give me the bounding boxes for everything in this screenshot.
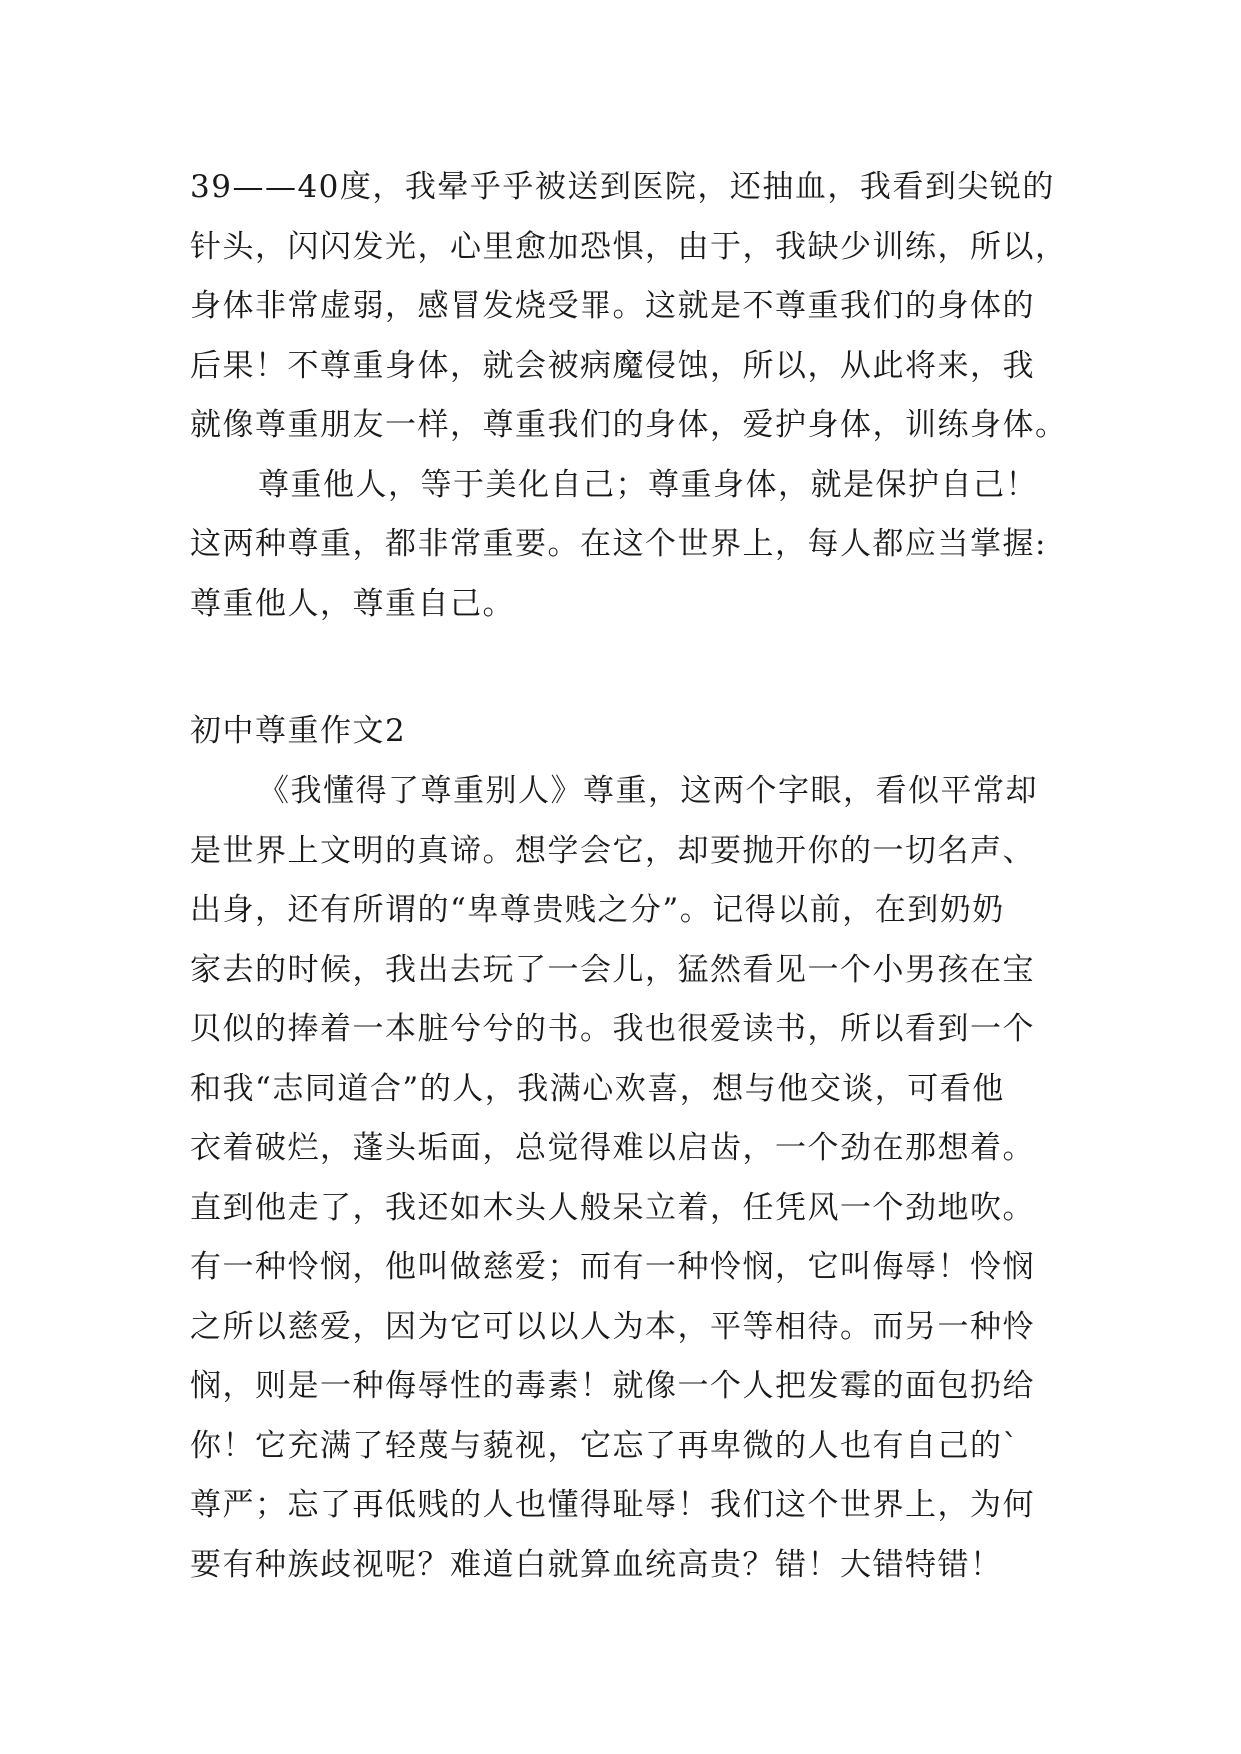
paragraph-line: 有一种怜悯，他叫做慈爱；而有一种怜悯，它叫侮辱！怜悯 (190, 1249, 1035, 1285)
paragraph-line: 直到他走了，我还如木头人般呆立着，任凭风一个劲地吹。 (190, 1189, 1035, 1226)
paragraph-line: 身体非常虚弱，感冒发烧受罪。这就是不尊重我们的身体的 (190, 288, 1035, 324)
paragraph-line: 尊重他人，等于美化自己；尊重身体，就是保护自己！ (258, 466, 1038, 503)
paragraph-line: 和我“志同道合”的人，我满心欢喜，想与他交谈，可看他 (190, 1070, 1005, 1107)
paragraph-line: 要有种族歧视呢？难道白就算血统高贵？错！大错特错！ (190, 1546, 1003, 1583)
paragraph-line: 悯，则是一种侮辱性的毒素！就像一个人把发霉的面包扔给 (190, 1368, 1035, 1404)
paragraph-line: 贝似的捧着一本脏兮兮的书。我也很爱读书，所以看到一个 (190, 1011, 1035, 1047)
paragraph-line: 尊严；忘了再低贱的人也懂得耻辱！我们这个世界上，为何 (190, 1487, 1035, 1523)
section-gap (190, 634, 1070, 700)
essay-one-conclusion (190, 456, 1070, 635)
paragraph-line: 就像尊重朋友一样，尊重我们的身体，爱护身体，训练身体。 (190, 407, 1068, 443)
paragraph-line: 后果！不尊重身体，就会被病魔侵蚀，所以，从此将来，我 (190, 347, 1035, 384)
paragraph-line: 出身，还有所谓的“卑尊贵贱之分”。记得以前，在到奶奶 (190, 892, 1005, 928)
paragraph-line: 是世界上文明的真谛。想学会它，却要抛开你的一切名声、 (190, 832, 1035, 869)
paragraph-line: 针头，闪闪发光，心里愈加恐惧，由于，我缺少训练，所以， (190, 228, 1068, 265)
paragraph-line: 衣着破烂，蓬头垢面，总觉得难以启齿，一个劲在那想着。 (190, 1130, 1035, 1166)
paragraph-line: 你！它充满了轻蔑与藐视，它忘了再卑微的人也有自己的` (190, 1427, 1020, 1464)
paragraph-line: 39——40度，我晕乎乎被送到医院，还抽血，我看到尖锐的 (190, 169, 1055, 205)
paragraph-line: 尊重他人，尊重自己。 (190, 585, 515, 622)
essay-two-title: 初中尊重作文2 (190, 713, 407, 749)
paragraph-line: 之所以慈爱，因为它可以以人为本，平等相待。而另一种怜 (190, 1308, 1035, 1345)
paragraph-line: 《我懂得了尊重别人》尊重，这两个字眼，看似平常却 (258, 773, 1038, 809)
essay-one-paragraph (190, 158, 1070, 456)
essay-two-paragraph (190, 762, 1070, 1595)
paragraph-line: 家去的时候，我出去玩了一会儿，猛然看见一个小男孩在宝 (190, 951, 1035, 988)
paragraph-line: 这两种尊重，都非常重要。在这个世界上，每人都应当掌握: (190, 526, 1047, 562)
document-body (190, 158, 1070, 1595)
